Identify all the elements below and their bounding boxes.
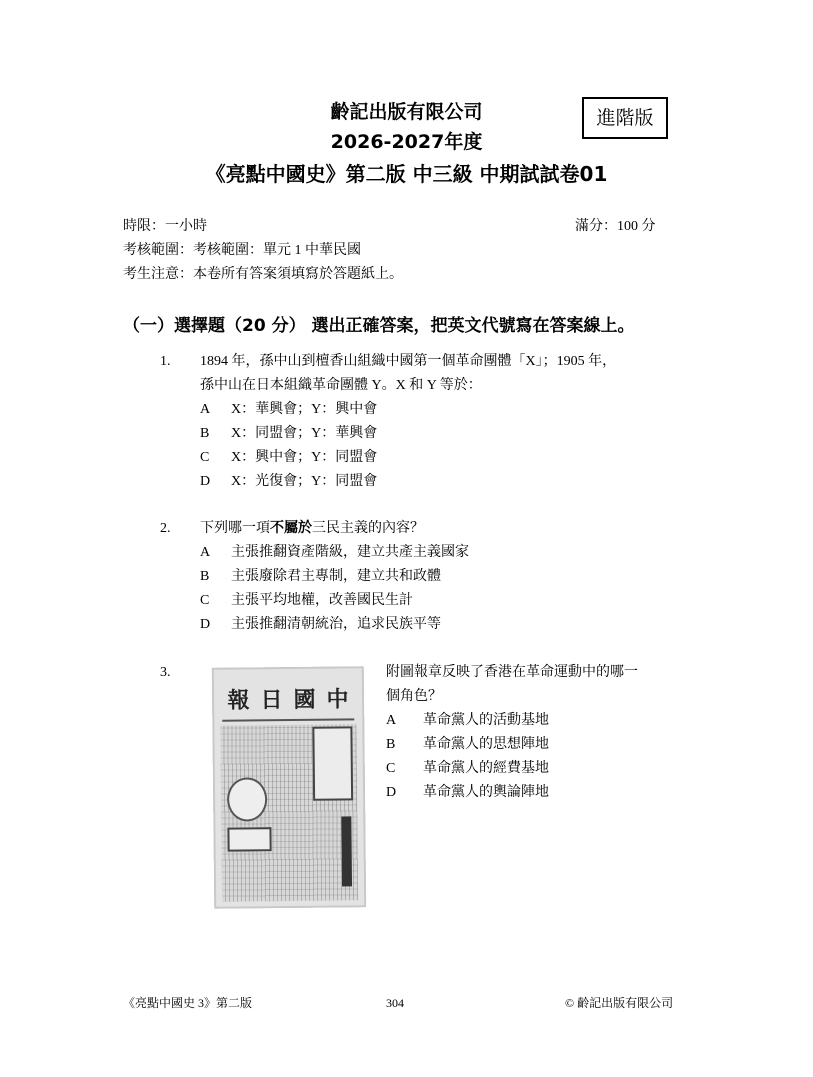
option-letter: A xyxy=(386,713,397,728)
option-text: 革命黨人的活動基地 xyxy=(423,713,549,728)
option-text: 主張平均地權，改善國民生計 xyxy=(231,593,413,608)
masthead-char: 日 xyxy=(260,686,283,713)
newspaper-image xyxy=(212,666,367,909)
option-a xyxy=(386,709,638,733)
time-limit: 時限：一小時 xyxy=(123,219,207,234)
option-text: X：興中會；Y：同盟會 xyxy=(231,450,378,465)
option-letter: B xyxy=(200,569,210,584)
option-text: X：光復會；Y：同盟會 xyxy=(231,474,378,489)
option-letter: A xyxy=(200,545,211,560)
newspaper-advert-box xyxy=(312,726,353,800)
option-b xyxy=(386,733,638,757)
option-letter: B xyxy=(386,737,396,752)
question-stem-line xyxy=(200,517,469,541)
full-marks: 滿分：100 分 xyxy=(575,219,656,234)
exam-scope: 考核範圍：考核範圍：單元 1 中華民國 xyxy=(123,243,361,258)
newspaper-illustration xyxy=(227,827,271,851)
newspaper-illustration xyxy=(227,777,267,821)
publisher-title: 齡記出版有限公司 xyxy=(330,101,483,123)
option-letter: C xyxy=(200,450,210,465)
option-text: 主張推翻資產階級，建立共產主義國家 xyxy=(231,545,469,560)
option-letter: A xyxy=(200,402,211,417)
section-heading: （一）選擇題（20 分） 選出正確答案，把英文代號寫在答案線上。 xyxy=(123,316,635,336)
option-text: X：同盟會；Y：華興會 xyxy=(231,426,378,441)
option-d xyxy=(386,781,638,805)
option-c xyxy=(386,757,638,781)
question-stem-line: 附圖報章反映了香港在革命運動中的哪一 xyxy=(386,665,638,680)
question-number: 2. xyxy=(160,521,171,536)
newspaper-masthead xyxy=(222,676,354,721)
option-text: 革命黨人的思想陣地 xyxy=(423,737,549,752)
option-a xyxy=(200,398,616,422)
option-d xyxy=(200,613,469,637)
question-stem-line: 孫中山在日本組織革命團體 Y。X 和 Y 等於： xyxy=(200,378,482,393)
question-number: 3. xyxy=(160,665,171,680)
option-letter: C xyxy=(200,593,210,608)
question-number: 1. xyxy=(160,354,171,369)
option-text: 革命黨人的輿論陣地 xyxy=(423,785,549,800)
footer-book-title: 《亮點中國史 3》第二版 xyxy=(123,996,253,1010)
option-a xyxy=(200,541,469,565)
question-stem-line: 個角色？ xyxy=(386,689,442,704)
stem-text: 三民主義的內容？ xyxy=(312,521,424,536)
option-letter: D xyxy=(200,617,211,632)
option-b xyxy=(200,565,469,589)
option-letter: C xyxy=(386,761,396,776)
newspaper-dark-strip xyxy=(341,816,352,886)
page-number: 304 xyxy=(386,996,404,1010)
level-badge: 進階版 xyxy=(582,97,668,139)
masthead-char: 中 xyxy=(326,685,349,713)
stem-text: 下列哪一項 xyxy=(200,521,270,536)
option-text: 主張推翻清朝統治，追求民族平等 xyxy=(231,617,441,632)
option-b xyxy=(200,422,616,446)
exam-title: 《亮點中國史》第二版 中三級 中期試試卷01 xyxy=(205,162,608,186)
option-letter: B xyxy=(200,426,210,441)
option-letter: D xyxy=(386,785,397,800)
option-c xyxy=(200,446,616,470)
option-c xyxy=(200,589,469,613)
option-text: X：華興會；Y：興中會 xyxy=(231,402,378,417)
question-stem-line: 1894 年，孫中山到檀香山組織中國第一個革命團體「X」；1905 年， xyxy=(200,354,617,369)
masthead-char: 國 xyxy=(293,686,316,713)
footer-copyright: © 齡記出版有限公司 xyxy=(565,996,674,1010)
question-stem xyxy=(200,517,469,637)
option-letter: D xyxy=(200,474,211,489)
academic-year: 2026-2027年度 xyxy=(330,131,483,153)
option-text: 革命黨人的經費基地 xyxy=(423,761,549,776)
candidate-notice: 考生注意：本卷所有答案須填寫於答題紙上。 xyxy=(123,267,403,282)
option-d xyxy=(200,470,616,494)
option-text: 主張廢除君主專制，建立共和政體 xyxy=(231,569,441,584)
question-stem xyxy=(200,350,616,494)
question-stem xyxy=(386,661,638,805)
masthead-char: 報 xyxy=(227,686,250,714)
stem-emphasis: 不屬於 xyxy=(270,521,312,536)
